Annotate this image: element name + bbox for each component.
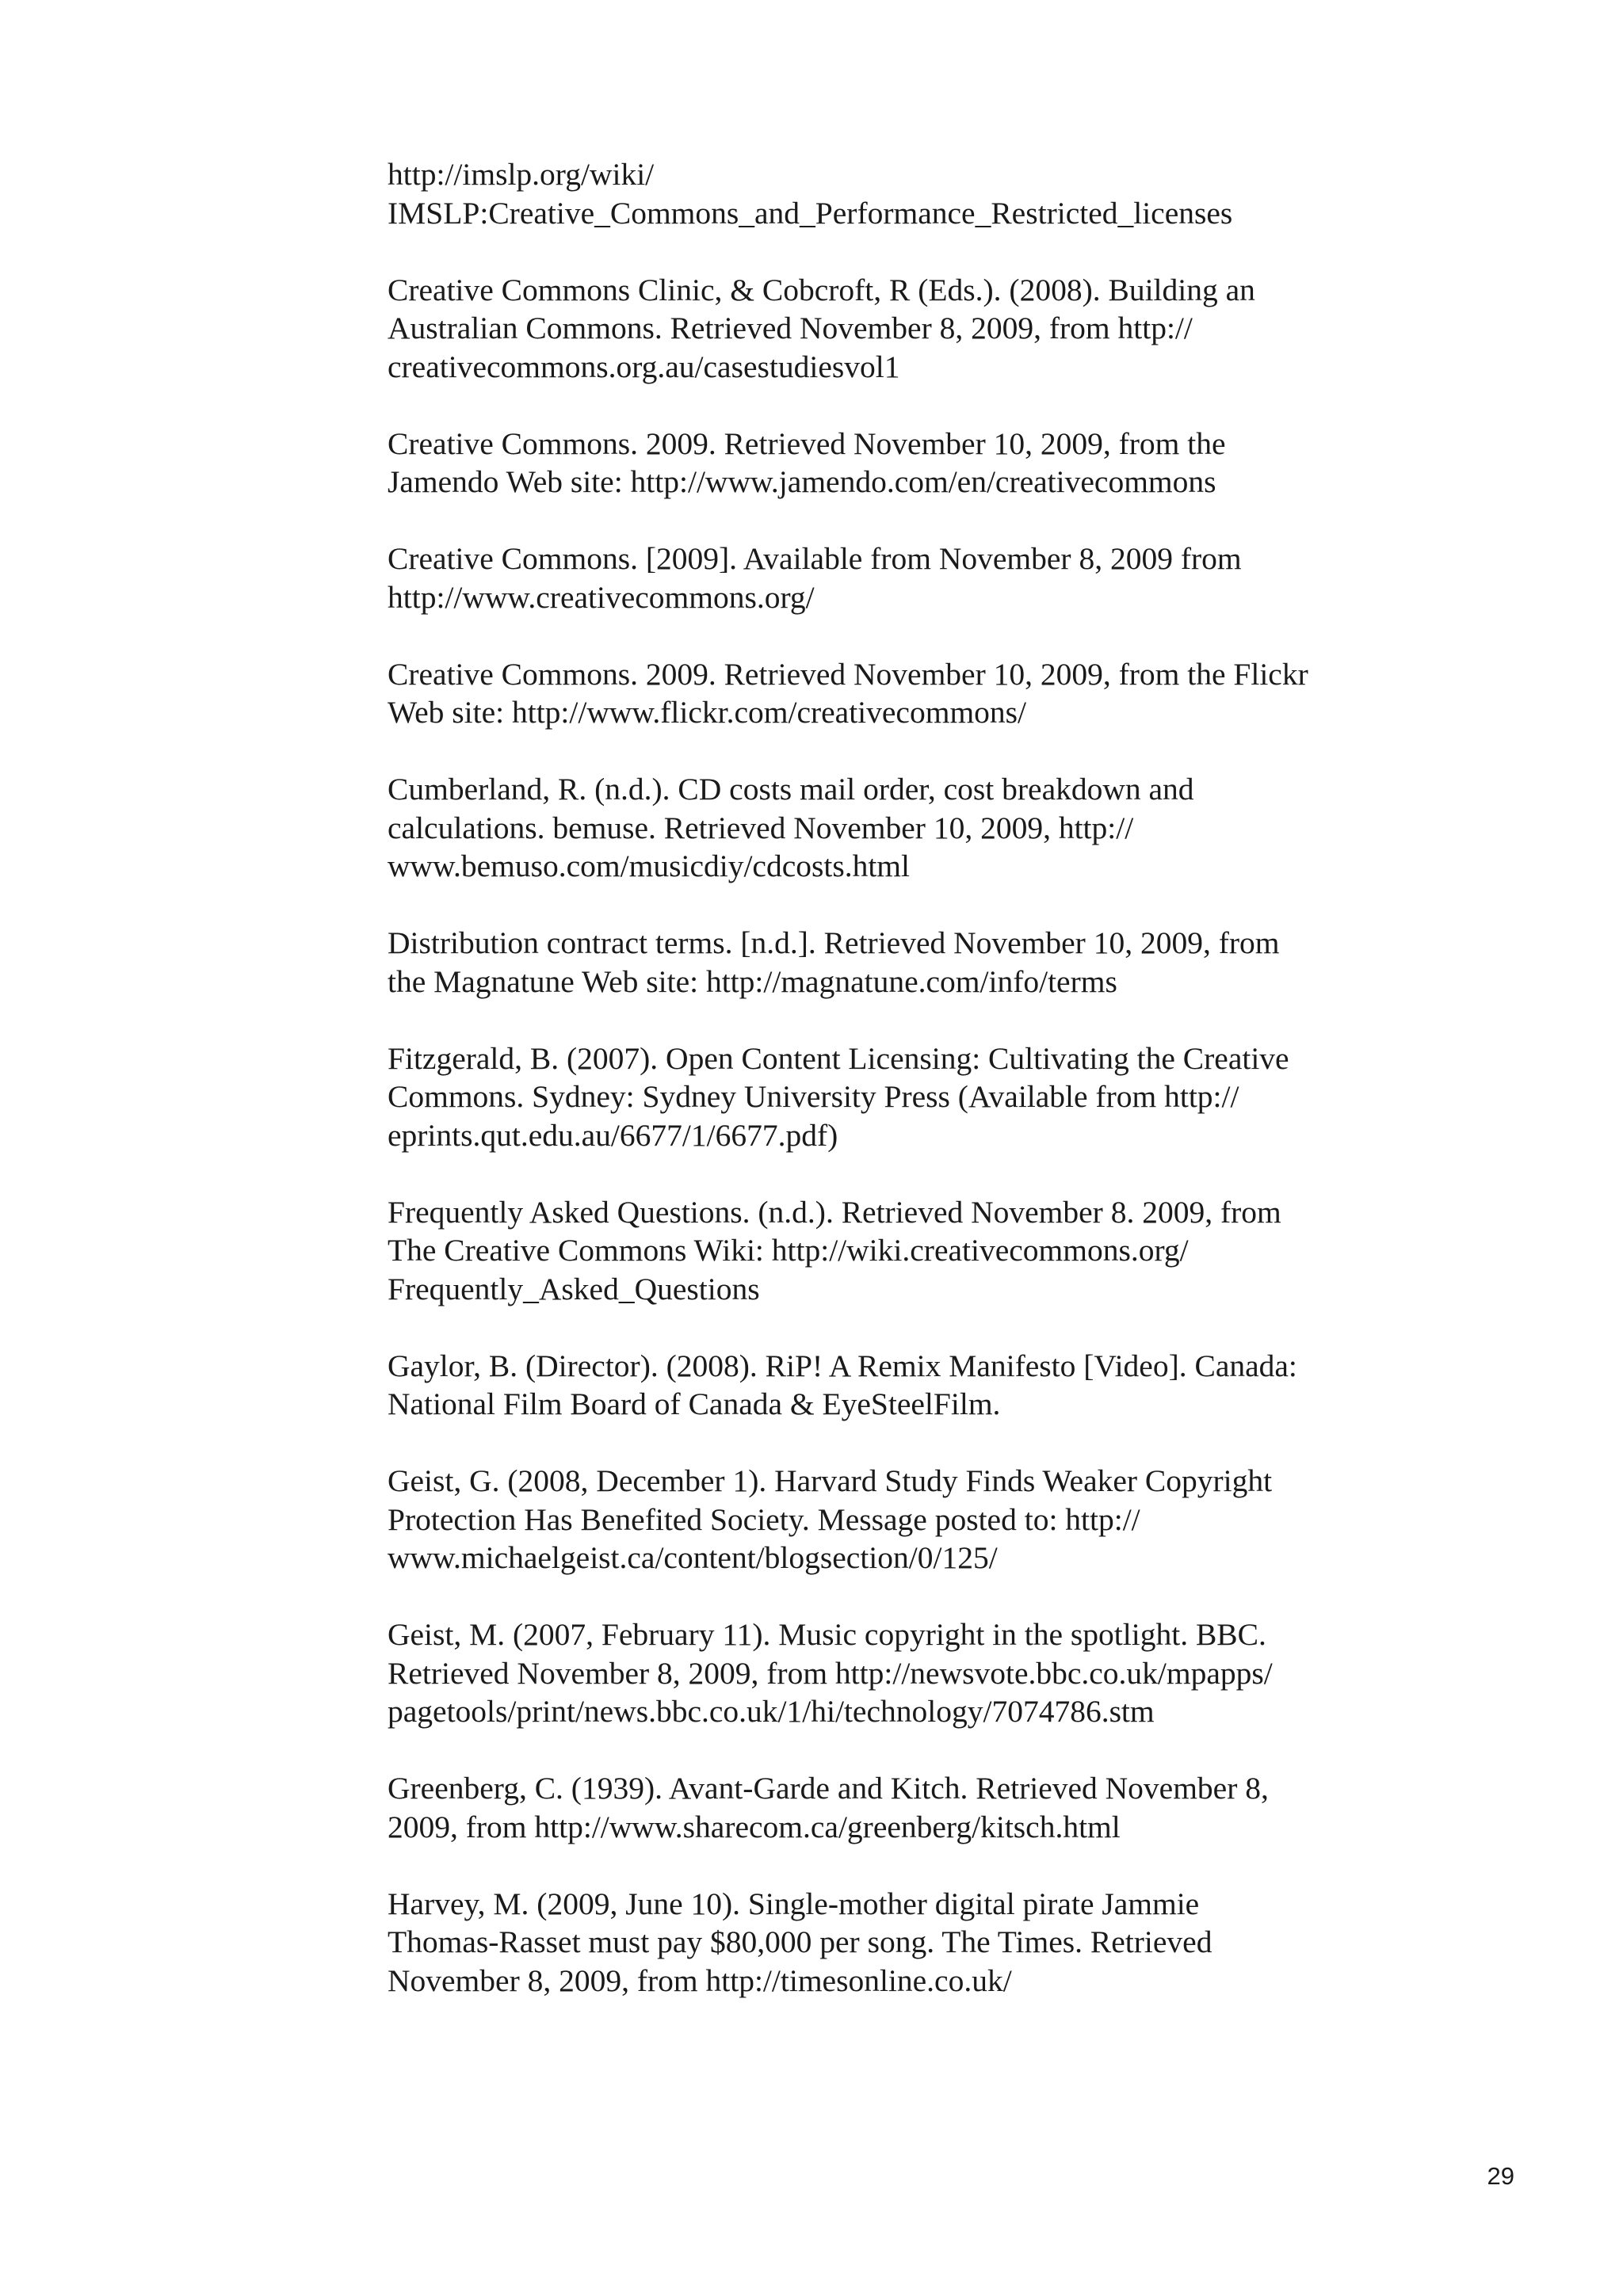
reference-entry [388,1462,1386,1577]
reference-entry [388,1193,1386,1309]
reference-entry [388,1769,1386,1846]
reference-line: Retrieved November 8, 2009, from http://newsvote.bbc.co.uk/mpapps/ [388,1655,1273,1691]
reference-line: Fitzgerald, B. (2007). Open Content Licensing: Cultivating the Creative [388,1040,1289,1076]
reference-line: IMSLP:Creative_Commons_and_Performance_Restricted_licenses [388,195,1233,231]
reference-line: Australian Commons. Retrieved November 8, 2009, from http:// [388,311,1193,345]
page-number: 29 [1487,2162,1514,2190]
reference-entry [388,924,1386,1001]
reference-line: Frequently_Asked_Questions [388,1271,760,1306]
reference-line: Protection Has Benefited Society. Message posted to: http:// [388,1501,1140,1537]
reference-list [388,155,1386,2039]
reference-line: creativecommons.org.au/casestudiesvol1 [388,349,900,384]
reference-entry [388,1885,1386,2000]
reference-line: http://imslp.org/wiki/ [388,157,655,192]
reference-line: eprints.qut.edu.au/6677/1/6677.pdf) [388,1117,838,1153]
reference-line: Creative Commons Clinic, & Cobcroft, R (Eds.). (2008). Building an [388,272,1255,307]
reference-entry [388,1039,1386,1155]
reference-line: Creative Commons. 2009. Retrieved November 10, 2009, from the [388,425,1226,461]
reference-entry [388,425,1386,502]
reference-line: Creative Commons. 2009. Retrieved November 10, 2009, from the Flickr [388,656,1308,692]
reference-line: Gaylor, B. (Director). (2008). RiP! A Remix Manifesto [Video]. Canada: [388,1348,1297,1383]
reference-line: November 8, 2009, from http://timesonline.co.uk/ [388,1962,1012,1998]
reference-line: pagetools/print/news.bbc.co.uk/1/hi/technology/7074786.stm [388,1694,1155,1729]
reference-line: calculations. bemuse. Retrieved November 10, 2009, http:// [388,810,1134,845]
reference-entry [388,655,1386,732]
reference-line: Cumberland, R. (n.d.). CD costs mail order, cost breakdown and [388,772,1194,807]
reference-line: National Film Board of Canada & EyeSteelFilm. [388,1386,1001,1421]
reference-entry [388,1615,1386,1731]
reference-entry [388,1347,1386,1424]
reference-line: Geist, M. (2007, February 11). Music copyright in the spotlight. BBC. [388,1617,1266,1652]
reference-line: The Creative Commons Wiki: http://wiki.creativecommons.org/ [388,1233,1189,1268]
reference-line: Web site: http://www.flickr.com/creativecommons/ [388,695,1027,730]
reference-entry [388,770,1386,886]
reference-line: Harvey, M. (2009, June 10). Single-mother digital pirate Jammie [388,1886,1200,1921]
reference-line: 2009, from http://www.sharecom.ca/greenberg/kitsch.html [388,1809,1121,1844]
reference-line: Creative Commons. [2009]. Available from November 8, 2009 from [388,541,1242,576]
reference-line: www.michaelgeist.ca/content/blogsection/0/125/ [388,1540,998,1575]
reference-entry [388,155,1386,232]
reference-line: the Magnatune Web site: http://magnatune.com/info/terms [388,963,1117,999]
reference-line: Greenberg, C. (1939). Avant-Garde and Kitch. Retrieved November 8, [388,1771,1269,1806]
reference-line: Frequently Asked Questions. (n.d.). Retrieved November 8. 2009, from [388,1194,1281,1230]
reference-line: http://www.creativecommons.org/ [388,579,815,615]
reference-line: Distribution contract terms. [n.d.]. Retrieved November 10, 2009, from [388,925,1280,960]
reference-line: www.bemuso.com/musicdiy/cdcosts.html [388,849,911,883]
reference-line: Geist, G. (2008, December 1). Harvard Study Finds Weaker Copyright [388,1463,1273,1498]
reference-line: Commons. Sydney: Sydney University Press (Available from http:// [388,1079,1239,1114]
reference-entry [388,540,1386,616]
reference-entry [388,271,1386,387]
reference-line: Jamendo Web site: http://www.jamendo.com/en/creativecommons [388,464,1216,499]
reference-line: Thomas-Rasset must pay $80,000 per song. The Times. Retrieved [388,1924,1212,1959]
